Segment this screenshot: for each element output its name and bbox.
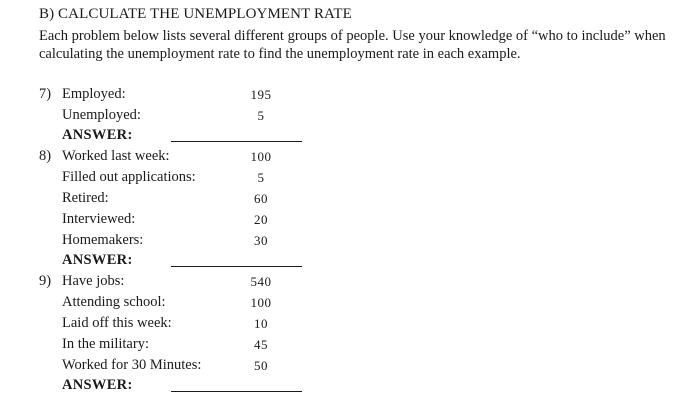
row-value: 5 xyxy=(257,108,265,123)
row-value: 30 xyxy=(254,233,268,248)
problem-number: 7) xyxy=(39,86,52,102)
row-label: Homemakers: xyxy=(62,232,144,248)
problem-row xyxy=(0,148,700,168)
row-value: 100 xyxy=(250,295,272,310)
row-value: 5 xyxy=(257,170,265,185)
problem-row xyxy=(0,336,700,356)
answer-row xyxy=(0,127,700,147)
answer-line[interactable] xyxy=(171,266,302,267)
problem-row xyxy=(0,357,700,377)
answer-label: ANSWER: xyxy=(62,377,133,393)
row-label: Worked for 30 Minutes: xyxy=(62,357,202,373)
row-value: 100 xyxy=(250,149,272,164)
row-label: Have jobs: xyxy=(62,273,125,289)
answer-row xyxy=(0,377,700,397)
answer-label: ANSWER: xyxy=(62,127,133,143)
row-label: Unemployed: xyxy=(62,107,141,123)
problem-number: 9) xyxy=(39,273,52,289)
answer-label: ANSWER: xyxy=(62,252,133,268)
problem-row xyxy=(0,211,700,231)
row-value: 60 xyxy=(254,191,268,206)
row-label: Employed: xyxy=(62,86,126,102)
answer-row xyxy=(0,252,700,272)
problem-row xyxy=(0,107,700,127)
answer-line[interactable] xyxy=(171,141,302,142)
row-value: 10 xyxy=(254,316,268,331)
row-label: Worked last week: xyxy=(62,148,170,164)
problem-row xyxy=(0,190,700,210)
problem-row xyxy=(0,232,700,252)
problem-row xyxy=(0,86,700,106)
row-value: 540 xyxy=(250,274,272,289)
problem-number: 8) xyxy=(39,148,52,164)
row-label: Laid off this week: xyxy=(62,315,172,331)
row-label: Filled out applications: xyxy=(62,169,196,185)
problem-row xyxy=(0,294,700,314)
row-label: Retired: xyxy=(62,190,109,206)
row-value: 45 xyxy=(254,337,268,352)
row-label: Interviewed: xyxy=(62,211,136,227)
answer-line[interactable] xyxy=(171,391,302,392)
row-label: In the military: xyxy=(62,336,149,352)
problem-row xyxy=(0,169,700,189)
problem-row xyxy=(0,315,700,335)
instructions-paragraph: Each problem below lists several different groups of people. Use your knowledge of “who to include” when calculating the unemployment rate to find the unemployment rate in each example. xyxy=(39,28,666,62)
row-value: 195 xyxy=(250,87,272,102)
row-label: Attending school: xyxy=(62,294,166,310)
row-value: 20 xyxy=(254,212,268,227)
row-value: 50 xyxy=(254,358,268,373)
problem-row xyxy=(0,273,700,293)
section-heading: B) CALCULATE THE UNEMPLOYMENT RATE xyxy=(39,6,352,22)
